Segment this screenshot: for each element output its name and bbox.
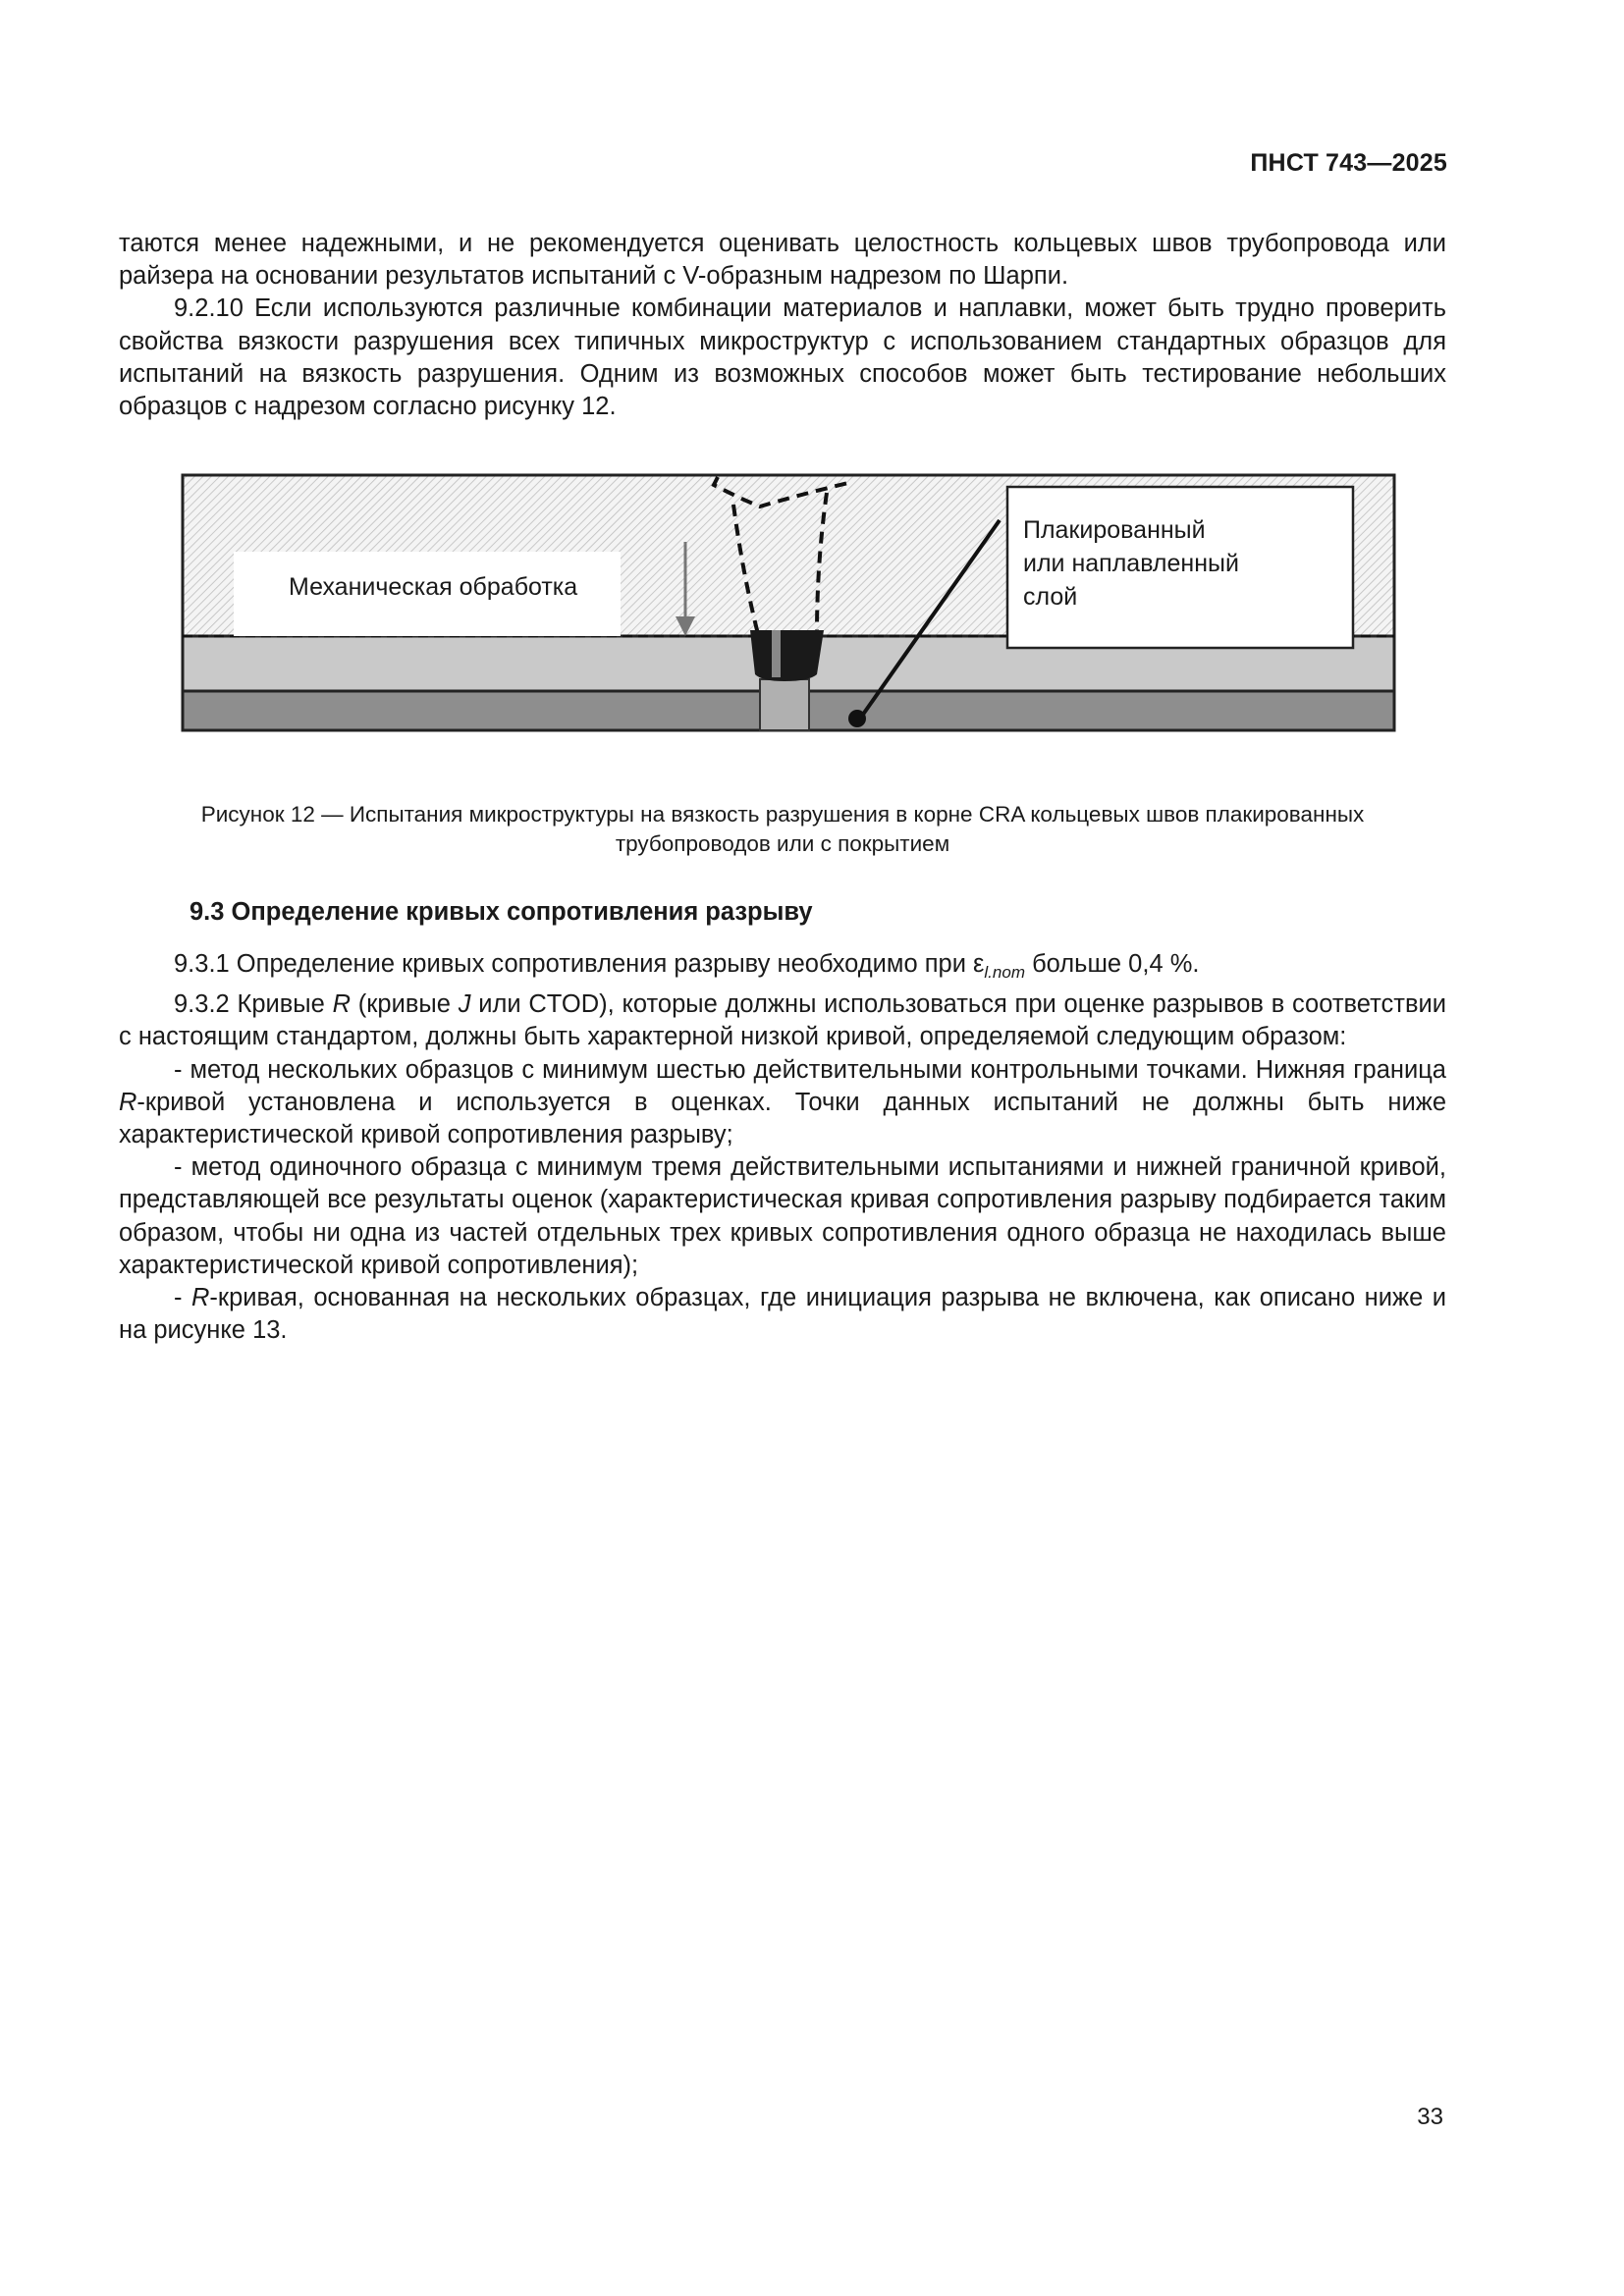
section-title: 9.3 Определение кривых сопротивления разрыву [189, 898, 813, 926]
notch-slot [772, 630, 781, 677]
page-number: 33 [1417, 2104, 1443, 2130]
document-code: ПНСТ 743—2025 [1250, 149, 1447, 177]
paragraph-9-3-2: 9.3.2 Кривые R (кривые J или CTOD), которые должны использоваться при оценке разрывов в соответствии с настоящим стандартом, должны быть характерной низкой кривой, определяемой следующим образом: [119, 990, 1446, 1051]
figure-12-diagram [181, 473, 1396, 733]
caption-line-1: Рисунок 12 — Испытания микроструктуры на вязкость разрушения в корне CRA кольцевых швов плакированных [200, 802, 1365, 827]
notch-root [750, 630, 824, 681]
paragraph-9-3-1: 9.3.1 Определение кривых сопротивления разрыву необходимо при $\varepsilon_{l.nom}$ больше 0,4 %. [174, 950, 1200, 982]
clad-label-line-3: слой [1023, 583, 1078, 611]
paragraph-continuation: таются менее надежными, и не рекомендуется оценивать целостность кольцевых швов трубопровода или райзера на основании результатов испытаний с V-образным надрезом по Шарпи. [119, 230, 1446, 291]
clad-marker [848, 710, 866, 727]
machining-label: Механическая обработка [289, 573, 578, 601]
intro-text [119, 228, 1446, 423]
section-body [119, 948, 1446, 1347]
list-item-1: - метод нескольких образцов с минимум шестью действительными контрольными точками. Нижняя граница R-кривой установлена и используется в оценках. Точки данных испытаний не должны быть ниже характеристической кривой сопротивления разрыву; [119, 1055, 1446, 1149]
list-item-2: - метод одиночного образца с минимум тремя действительными испытаниями и нижней граничной кривой, представляющей все результаты оценок (характеристическая кривая сопротивления разрыву подбирается таким образом, чтобы ни одна из частей отдельных трех кривых сопротивления одного образца не находилась выше характеристической кривой сопротивления); [119, 1153, 1446, 1279]
paragraph-9-2-10: 9.2.10 Если используются различные комбинации материалов и наплавки, может быть трудно проверить свойства вязкости разрушения всех типичных микроструктур с использованием стандартных образцов для испытаний на вязкость разрушения. Одним из возможных способов может быть тестирование небольших образцов с надрезом согласно рисунку 12. [119, 294, 1446, 421]
epsilon-subscript: l.nom [984, 963, 1025, 982]
test-specimen [760, 679, 809, 730]
clad-label-line-2: или наплавленный [1023, 550, 1239, 577]
list-item-3: - R-кривая, основанная на нескольких образцах, где инициация разрыва не включена, как описано ниже и на рисунке 13. [119, 1284, 1446, 1345]
caption-line-2: трубопроводов или с покрытием [615, 831, 950, 856]
clad-label-line-1: Плакированный [1023, 516, 1206, 544]
figure-caption [119, 800, 1446, 859]
